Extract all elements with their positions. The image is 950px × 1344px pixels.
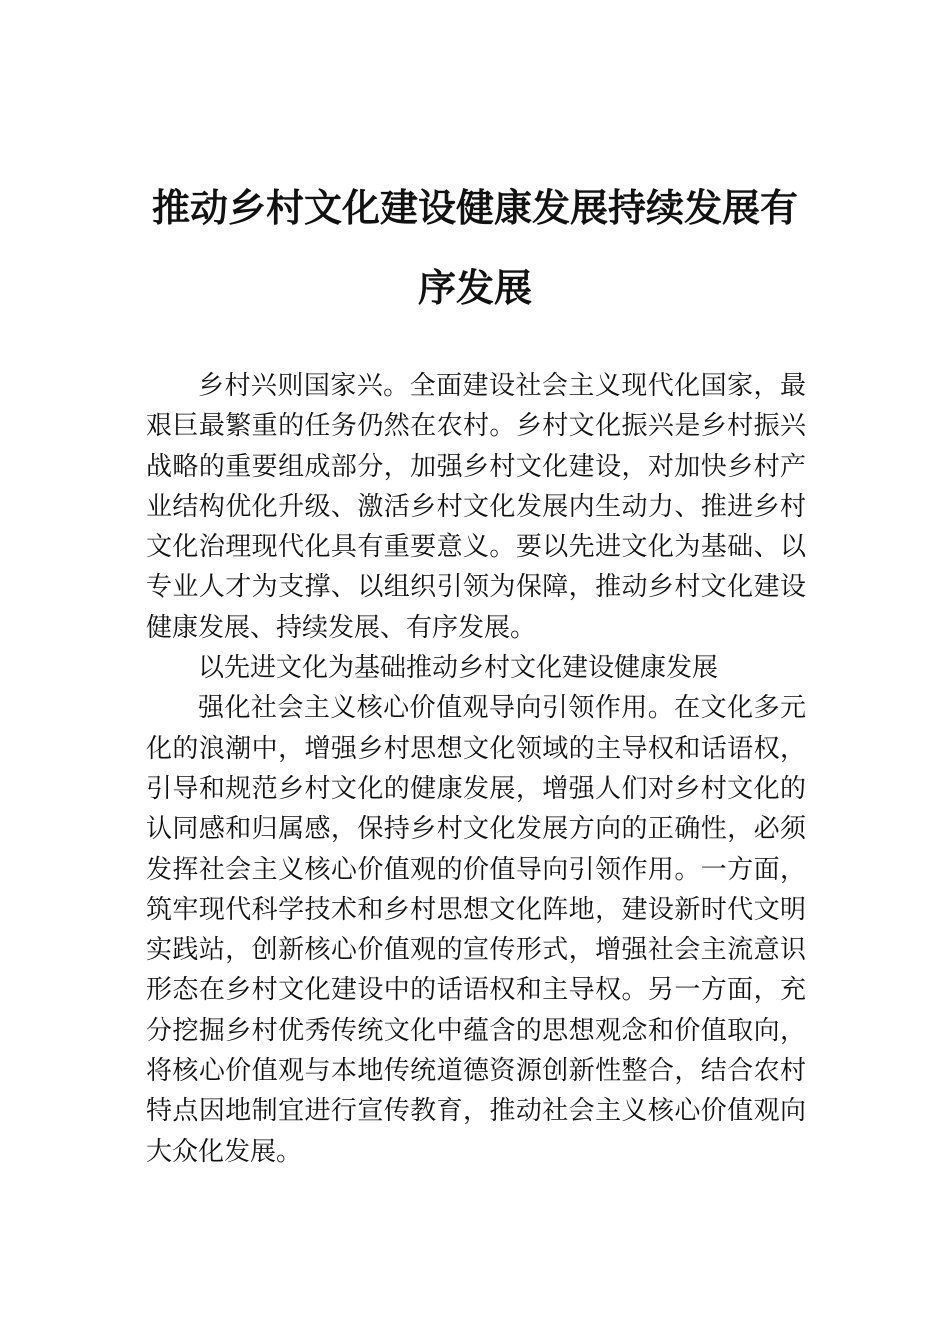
- intro-paragraph: 乡村兴则国家兴。全面建设社会主义现代化国家，最艰巨最繁重的任务仍然在农村。乡村文化振兴是乡村振兴战略的重要组成部分，加强乡村文化建设，对加快乡村产业结构优化升级、激活乡村文化发展内生动力、推进乡村文化治理现代化具有重要意义。要以先进文化为基础、以专业人才为支撑、以组织引领为保障，推动乡村文化建设健康发展、持续发展、有序发展。: [146, 371, 806, 643]
- section-heading: 以先进文化为基础推动乡村文化建设健康发展: [198, 653, 719, 684]
- document-body: [146, 366, 806, 1172]
- document-title: 推动乡村文化建设健康发展持续发展有序发展: [151, 185, 798, 310]
- body-paragraph: 强化社会主义核心价值观导向引领作用。在文化多元化的浪潮中，增强乡村思想文化领域的主导权和话语权，引导和规范乡村文化的健康发展，增强人们对乡村文化的认同感和归属感，保持乡村文化发展方向的正确性，必须发挥社会主义核心价值观的价值导向引领作用。一方面，筑牢现代科学技术和乡村思想文化阵地，建设新时代文明实践站，创新核心价值观的宣传形式，增强社会主流意识形态在乡村文化建设中的话语权和主导权。另一方面，充分挖掘乡村优秀传统文化中蕴含的思想观念和价值取向，将核心价值观与本地传统道德资源创新性整合，结合农村特点因地制宜进行宣传教育，推动社会主义核心价值观向大众化发展。: [146, 693, 806, 1167]
